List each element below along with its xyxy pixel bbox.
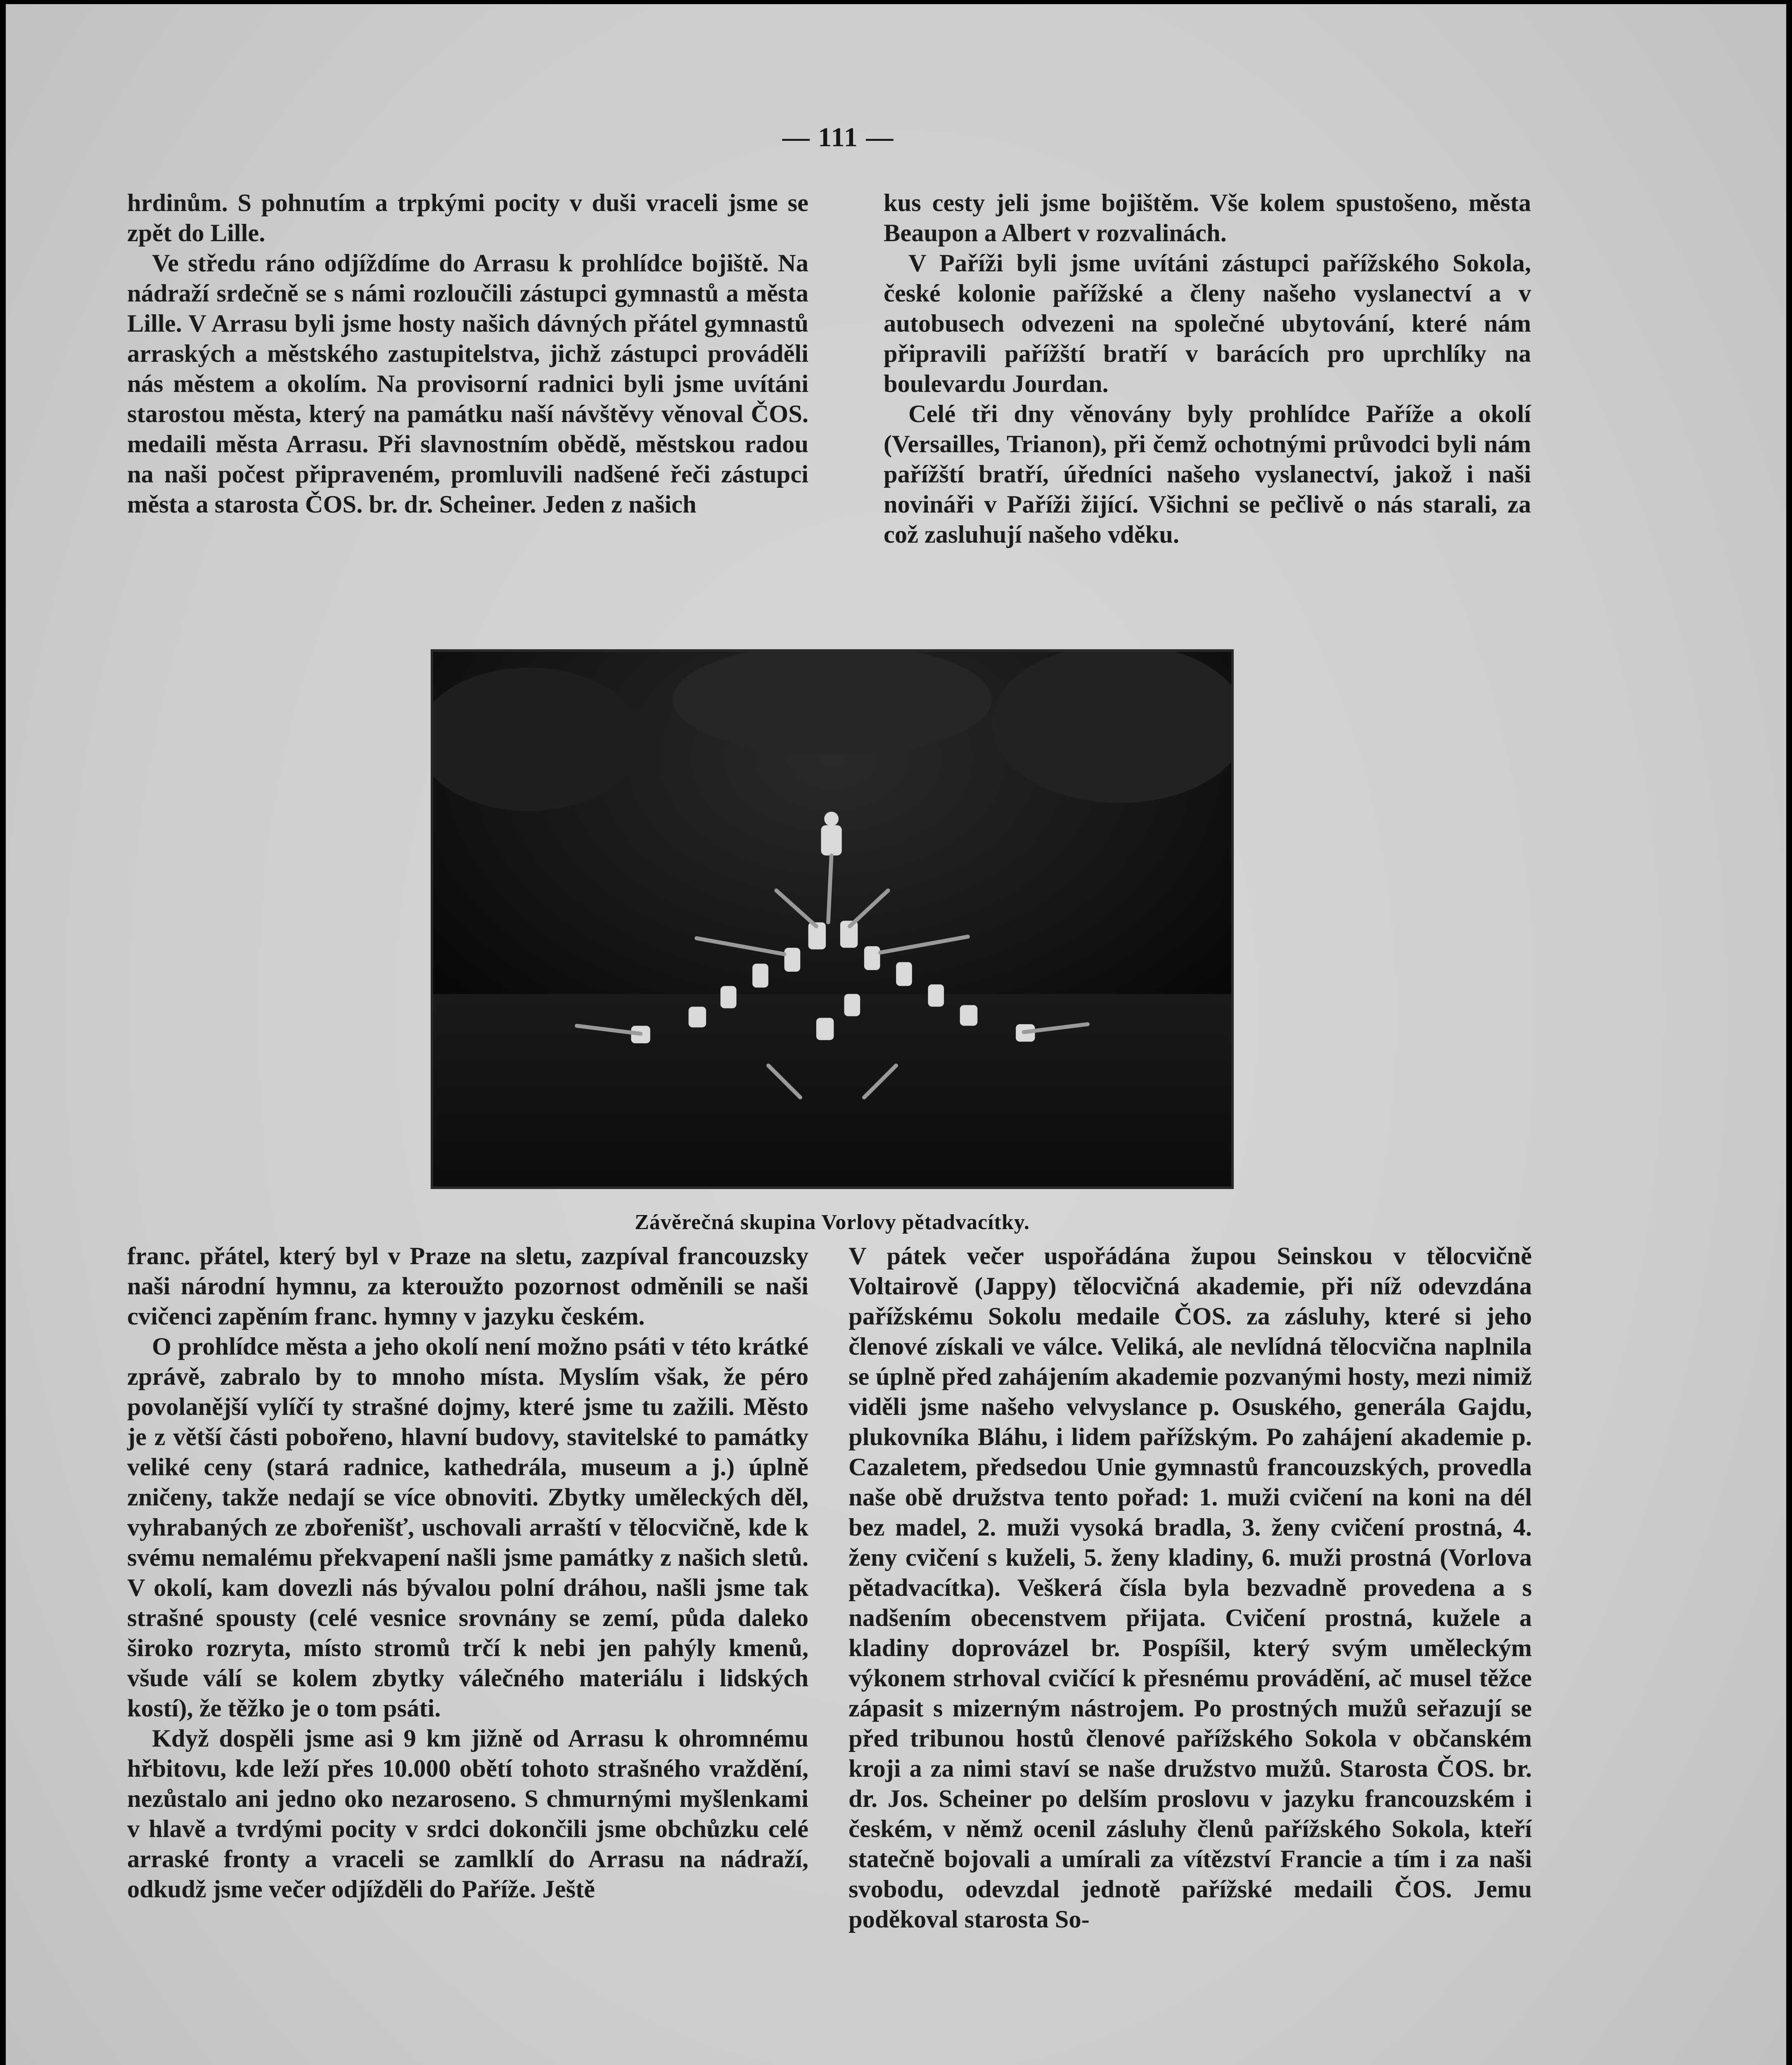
scan-border-right <box>1786 0 1792 2065</box>
gymnast-group-illustration <box>433 652 1231 1187</box>
paragraph: hrdinům. S pohnutím a trpkými pocity v duši vraceli jsme se zpět do Lille. <box>127 189 808 247</box>
scan-border-left <box>0 0 6 2065</box>
paragraph: franc. přátel, který byl v Praze na sletu, zazpíval francouzsky naši národní hymnu, za kteroužto pozornost odměnili se naši cvičenci zapěním franc. hymny v jazyku českém. <box>127 1242 808 1330</box>
scan-border-top <box>0 0 1792 4</box>
column-bottom-right <box>849 1241 1532 1934</box>
photo-caption: Závěrečná skupina Vorlovy pětadvacítky. <box>635 1211 1030 1234</box>
column-top-left <box>127 188 808 520</box>
photograph-gymnast-pyramid <box>431 649 1234 1189</box>
paragraph: Když dospěli jsme asi 9 km jižně od Arrasu k ohromnému hřbitovu, kde leží přes 10.000 obětí tohoto strašného vraždění, nezůstalo ani jedno oko nezaroseno. S chmurnými myšlenkami v hlavě a tvrdými pocity v srdci dokončili jsme obchůzku celé arraské fronty a vraceli se zamlklí do Arrasu na nádraží, odkudž jsme večer odjížděli do Paříže. Ještě <box>127 1725 808 1903</box>
paragraph: kus cesty jeli jsme bojištěm. Vše kolem spustošeno, města Beaupon a Albert v rozvalinách. <box>884 189 1531 247</box>
paragraph: V pátek večer uspořádána župou Seinskou v tělocvičně Voltairově (Jappy) tělocvičná akademie, při níž odevzdána pařížskému Sokolu medaile ČOS. za zásluhy, které si jeho členové získali ve válce. Veliká, ale nevlídná tělocvična naplnila se úplně před zahájením akademie pozvanými hosty, mezi nimiž viděli jsme našeho velvyslance p. Osuského, generála Gajdu, plukovníka Bláhu, i lidem pařížským. Po zahájení akademie p. Cazaletem, předsedou Unie gymnastů francouzských, provedla naše obě družstva tento pořad: 1. muži cvičení na koni na dél bez madel, 2. muži vysoká bradla, 3. ženy cvičení prostná, 4. ženy cvičení s kuželi, 5. ženy kladiny, 6. muži prostná (Vorlova pětadvacítka). Veškerá čísla byla bezvadně provedena a s nadšením obecenstvem přijata. Cvičení prostná, kužele a kladiny doprovázel br. Pospíšil, který svým uměleckým výkonem strhoval cvičící k přesnému provádění, ač musel těžce zápasit s mizerným nástrojem. Po prostných mužů seřazují se před tribunou hostů členové pařížského Sokola v občanském kroji a za nimi staví se naše družstvo mužů. Starosta ČOS. br. dr. Jos. Scheiner po delším proslovu v jazyku francouzském i českém, v němž ocenil zásluhy členů pařížského Sokola, kteří statečně bojovali a umírali za vítězství Francie a tím i za naši svobodu, odevzdal jednotě pařížské medaili ČOS. Jemu poděkoval starosta So- <box>849 1242 1532 1933</box>
column-top-right <box>884 188 1531 550</box>
paragraph: Ve středu ráno odjíždíme do Arrasu k prohlídce bojiště. Na nádraží srdečně se s námi rozloučili zástupci gymnastů a města Lille. V Arrasu byli jsme hosty našich dávných přátel gymnastů arraských a městského zastupitelstva, jichž zástupci prováděli nás městem a okolím. Na provisorní radnici byli jsme uvítáni starostou města, který na památku naší návštěvy věnoval ČOS. medaili města Arrasu. Při slavnostním obědě, městskou radou na naši počest připraveném, promluvili nadšené řeči zástupci města a starosta ČOS. br. dr. Scheiner. Jeden z našich <box>127 249 808 518</box>
paragraph: V Paříži byli jsme uvítáni zástupci pařížského Sokola, české kolonie pařížské a členy našeho vyslanectví a v autobusech odvezeni na společné ubytování, které nám připravili pařížští bratří v barácích pro uprchlíky na boulevardu Jourdan. <box>884 249 1531 398</box>
paragraph: O prohlídce města a jeho okolí není možno psáti v této krátké zprávě, zabralo by to mnoho místa. Myslím však, že péro povolanější vylíčí ty strašné dojmy, které jsme tu zažili. Město je z větší části pobořeno, hlavní budovy, stavitelské to památky veliké ceny (stará radnice, kathedrála, museum a j.) úplně zničeny, takže nedají se více obnoviti. Zbytky uměleckých děl, vyhrabaných ze zbořenišť, uschovali arraští v tělocvičně, kde k svému nemalému překvapení našli jsme památky z našich sletů. V okolí, kam dovezli nás bývalou polní dráhou, našli jsme tak strašné spousty (celé vesnice srovnány se zemí, půda daleko široko rozryta, místo stromů trčí k nebi jen pahýly kmenů, všude válí se kolem zbytky válečného materiálu i lidských kostí), že těžko je o tom psáti. <box>127 1333 808 1722</box>
paragraph: Celé tři dny věnovány byly prohlídce Paříže a okolí (Versailles, Trianon), při čemž ochotnými průvodci byli nám pařížští bratří, úředníci našeho vyslanectví, jakož i naši novináři v Paříži žijící. Všichni se pečlivě o nás starali, za což zasluhují našeho vděku. <box>884 400 1531 548</box>
column-bottom-left <box>127 1241 808 1904</box>
page-number: — 111 — <box>782 122 894 152</box>
